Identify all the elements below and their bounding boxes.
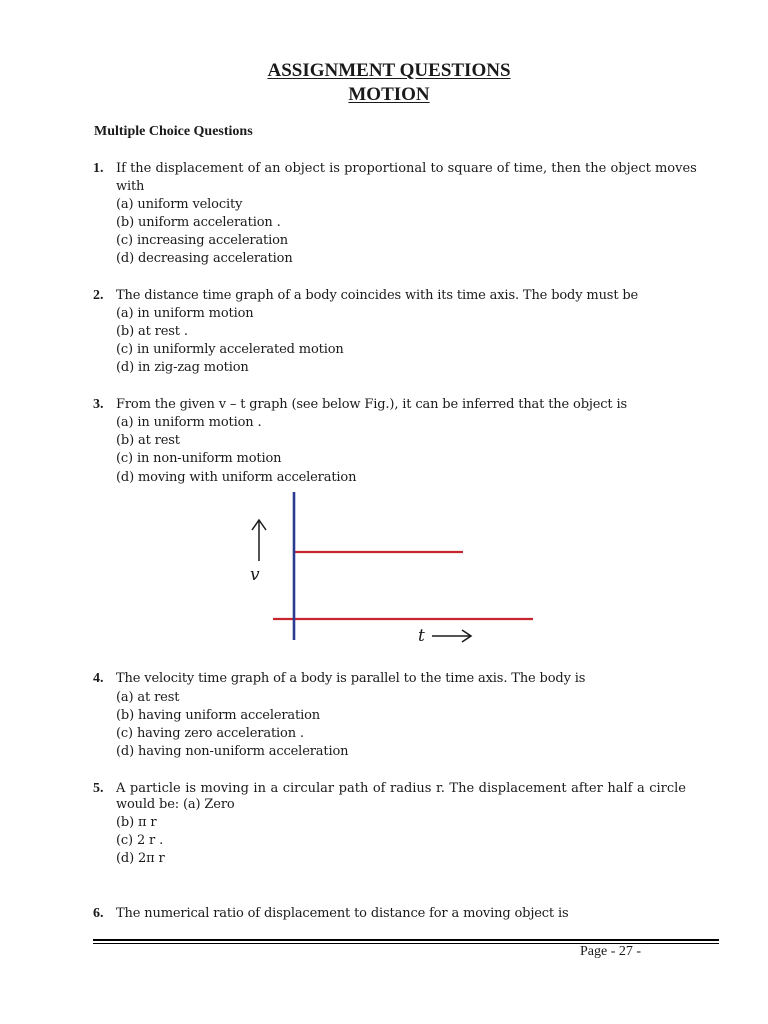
up-arrow-icon [252,520,266,561]
question-number: 3. [93,397,104,412]
document-title: ASSIGNMENT QUESTIONS [267,60,511,81]
question-number: 6. [93,906,104,921]
x-axis-label: t [418,626,425,646]
question-text: If the displacement of an object is proportional to square of time, then the object moves [116,161,697,176]
option: (c) 2 r . [116,833,164,848]
page-number: Page - 27 - [580,944,642,959]
option: (a) at rest [116,690,180,705]
question-number: 5. [93,781,104,796]
option: (c) increasing acceleration [116,233,289,248]
footer-rule [93,939,719,941]
option: (d) decreasing acceleration [116,251,293,266]
option: (c) having zero acceleration . [116,726,304,741]
option: (a) uniform velocity [116,197,243,212]
option: (d) moving with uniform acceleration [116,470,357,485]
option: (b) having uniform acceleration [116,708,321,723]
document-subtitle: MOTION [348,84,430,105]
question-text: with [116,179,145,194]
question-text: A particle is moving in a circular path of radius r. The displacement after half a circle [116,781,686,796]
question-number: 2. [93,288,104,303]
question-number: 4. [93,671,104,686]
question-text: From the given v – t graph (see below Fig.), it can be inferred that the object is [116,397,628,412]
question-text: The velocity time graph of a body is parallel to the time axis. The body is [116,671,586,686]
question-number: 1. [93,161,104,176]
option: (d) having non-uniform acceleration [116,744,349,759]
right-arrow-icon [432,630,471,642]
option: (a) in uniform motion [116,306,254,321]
option: (c) in uniformly accelerated motion [116,342,344,357]
option: (a) in uniform motion . [116,415,262,430]
question-text: The numerical ratio of displacement to distance for a moving object is [116,906,569,921]
section-heading: Multiple Choice Questions [94,124,253,139]
option: (b) π r [116,815,157,830]
option: (d) in zig-zag motion [116,360,249,375]
option: (c) in non-uniform motion [116,451,282,466]
question-text: would be: (a) Zero [116,797,235,812]
option: (b) at rest . [116,324,188,339]
option: (b) at rest [116,433,180,448]
question-text: The distance time graph of a body coincides with its time axis. The body must be [116,288,639,303]
y-axis-label: v [250,565,260,585]
option: (b) uniform acceleration . [116,215,281,230]
option: (d) 2π r [116,851,165,866]
